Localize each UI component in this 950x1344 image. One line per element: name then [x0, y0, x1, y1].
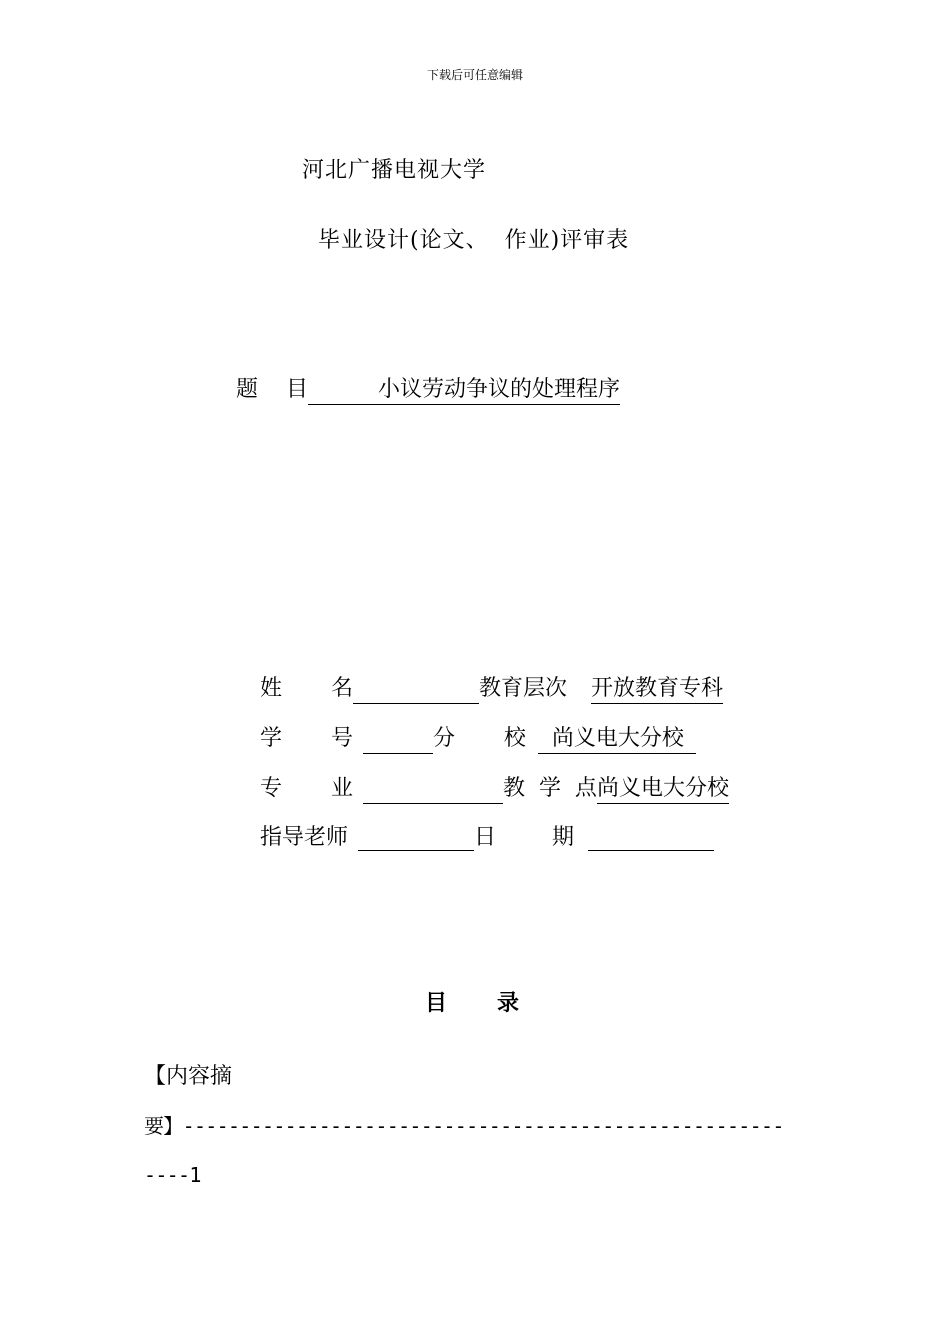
topic-row	[236, 372, 620, 405]
student-id-label: 学 号	[260, 726, 353, 751]
major-field	[363, 777, 503, 804]
page-header-note: 下载后可任意编辑	[426, 68, 523, 82]
toc-title: 目录	[425, 990, 570, 1016]
date-field	[588, 824, 714, 851]
major-label: 专 业	[260, 776, 353, 801]
name-field	[353, 677, 479, 704]
edu-level-value: 开放教育专科	[591, 675, 723, 704]
topic-value: 小议劳动争议的处理程序	[308, 376, 620, 405]
toc-entry-abstract-page: ----1	[144, 1163, 201, 1187]
name-label: 姓 名	[260, 676, 353, 701]
toc-entry-abstract-part1: 【内容摘	[144, 1064, 233, 1089]
field-row-advisor	[260, 820, 714, 851]
student-id-field	[363, 727, 433, 754]
advisor-label: 指导老师	[260, 825, 349, 850]
field-row-student-id	[260, 721, 696, 754]
advisor-field	[358, 824, 474, 851]
form-title: 毕业设计(论文、 作业)评审表	[318, 228, 630, 253]
branch-value: 尚义电大分校	[538, 725, 696, 754]
university-name: 河北广播电视大学	[302, 158, 487, 183]
edu-level-label: 教育层次	[478, 676, 567, 701]
field-row-major	[260, 771, 729, 804]
teaching-point-label: 教 学 点	[502, 776, 597, 801]
branch-label: 分 校	[432, 726, 526, 751]
toc-entry-abstract-part2: 要】-----------------------------------------------------	[144, 1114, 784, 1138]
teaching-point-value: 尚义电大分校	[597, 775, 729, 804]
field-row-name	[260, 671, 723, 704]
date-label: 日 期	[474, 825, 574, 850]
topic-label: 题 目	[236, 377, 308, 402]
